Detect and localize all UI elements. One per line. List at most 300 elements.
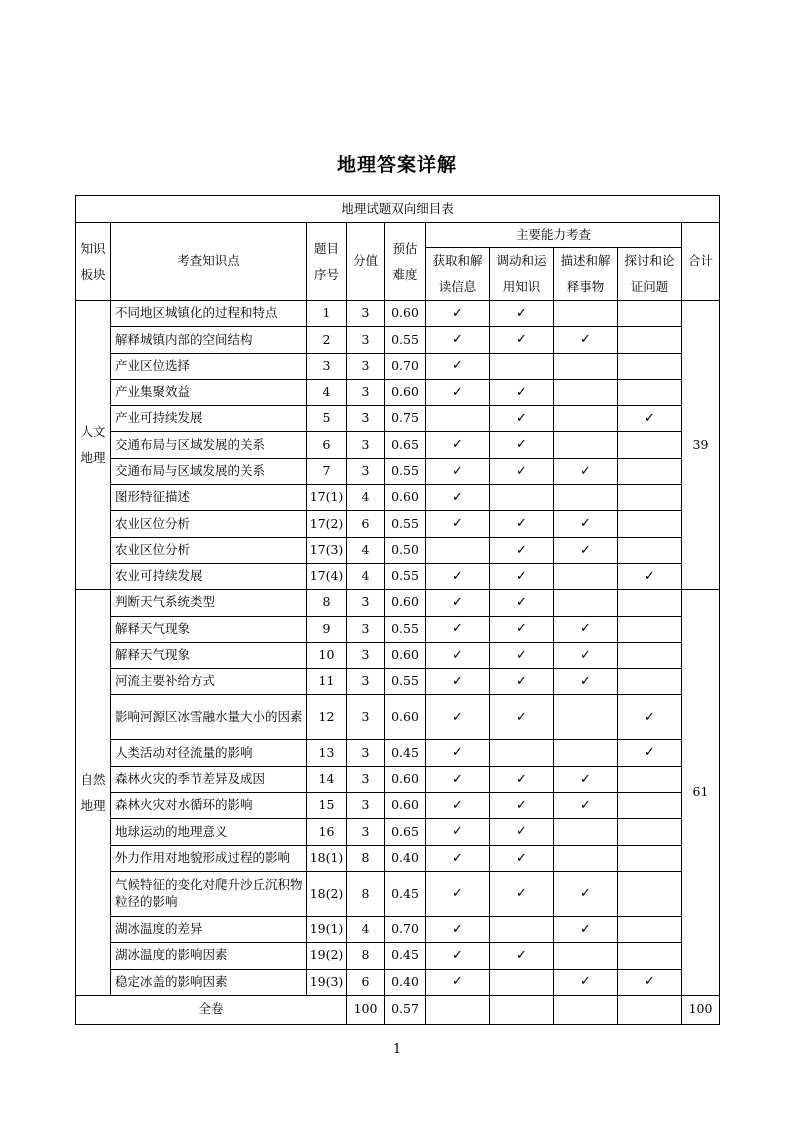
question-number: 5	[307, 406, 347, 432]
ability-1-cell	[426, 511, 490, 537]
knowledge-point: 产业集聚效益	[111, 379, 307, 405]
knowledge-point: 外力作用对地貌形成过程的影响	[111, 845, 307, 871]
ability-3-cell	[554, 379, 618, 405]
ability-4-cell	[618, 537, 682, 563]
table-row	[76, 695, 720, 740]
question-number: 13	[307, 740, 347, 766]
question-number: 18(2)	[307, 871, 347, 916]
question-number: 19(2)	[307, 943, 347, 969]
ability-1-cell	[426, 916, 490, 942]
check-icon: ✓	[516, 437, 527, 453]
score-value: 3	[347, 766, 385, 792]
total-ability-2-cell	[490, 995, 554, 1024]
ability-1-cell	[426, 642, 490, 668]
header-difficulty: 预估难度	[385, 223, 426, 301]
ability-3-cell	[554, 406, 618, 432]
score-value: 4	[347, 563, 385, 589]
check-icon: ✓	[644, 745, 655, 761]
score-value: 6	[347, 511, 385, 537]
ability-2-cell	[490, 669, 554, 695]
ability-1-cell	[426, 432, 490, 458]
question-number: 8	[307, 590, 347, 616]
check-icon: ✓	[644, 974, 655, 990]
check-icon: ✓	[452, 921, 463, 937]
difficulty-value: 0.45	[385, 740, 426, 766]
ability-2-cell	[490, 766, 554, 792]
difficulty-value: 0.60	[385, 793, 426, 819]
ability-1-cell	[426, 616, 490, 642]
ability-2-cell	[490, 916, 554, 942]
check-icon: ✓	[452, 595, 463, 611]
check-icon: ✓	[580, 797, 591, 813]
knowledge-point: 农业区位分析	[111, 511, 307, 537]
difficulty-value: 0.55	[385, 669, 426, 695]
ability-3-cell	[554, 943, 618, 969]
table-caption: 地理试题双向细目表	[76, 196, 720, 223]
ability-3-cell	[554, 819, 618, 845]
check-icon: ✓	[452, 621, 463, 637]
ability-4-cell	[618, 353, 682, 379]
header-ability-1: 获取和解读信息	[426, 248, 490, 301]
check-icon: ✓	[580, 771, 591, 787]
check-icon: ✓	[516, 674, 527, 690]
ability-4-cell	[618, 458, 682, 484]
ability-4-cell	[618, 485, 682, 511]
knowledge-point: 图形特征描述	[111, 485, 307, 511]
table-row	[76, 642, 720, 668]
ability-3-cell	[554, 916, 618, 942]
check-icon: ✓	[644, 709, 655, 725]
ability-1-cell	[426, 845, 490, 871]
check-icon: ✓	[516, 797, 527, 813]
table-row	[76, 616, 720, 642]
check-icon: ✓	[452, 358, 463, 374]
score-value: 3	[347, 353, 385, 379]
ability-2-cell	[490, 301, 554, 327]
table-row	[76, 537, 720, 563]
difficulty-value: 0.55	[385, 563, 426, 589]
ability-1-cell	[426, 379, 490, 405]
check-icon: ✓	[516, 595, 527, 611]
ability-2-cell	[490, 563, 554, 589]
total-score: 100	[347, 995, 385, 1024]
knowledge-point: 交通布局与区域发展的关系	[111, 432, 307, 458]
ability-2-cell	[490, 819, 554, 845]
difficulty-value: 0.60	[385, 379, 426, 405]
question-number: 17(1)	[307, 485, 347, 511]
check-icon: ✓	[644, 568, 655, 584]
ability-2-cell	[490, 511, 554, 537]
knowledge-point: 产业可持续发展	[111, 406, 307, 432]
ability-1-cell	[426, 819, 490, 845]
table-row	[76, 943, 720, 969]
ability-2-cell	[490, 642, 554, 668]
ability-2-cell	[490, 871, 554, 916]
check-icon: ✓	[452, 709, 463, 725]
score-value: 3	[347, 642, 385, 668]
header-knowledge: 考查知识点	[111, 223, 307, 301]
question-number: 17(3)	[307, 537, 347, 563]
check-icon: ✓	[452, 745, 463, 761]
score-value: 3	[347, 301, 385, 327]
difficulty-value: 0.60	[385, 695, 426, 740]
check-icon: ✓	[516, 384, 527, 400]
document-title: 地理答案详解	[336, 154, 457, 176]
score-value: 3	[347, 327, 385, 353]
score-value: 3	[347, 432, 385, 458]
knowledge-point: 气候特征的变化对爬升沙丘沉积物粒径的影响	[111, 871, 307, 916]
header-total: 合计	[682, 223, 720, 301]
ability-4-cell	[618, 301, 682, 327]
question-number: 12	[307, 695, 347, 740]
difficulty-value: 0.70	[385, 353, 426, 379]
ability-4-cell	[618, 511, 682, 537]
table-row	[76, 458, 720, 484]
total-ability-1-cell	[426, 995, 490, 1024]
check-icon: ✓	[580, 621, 591, 637]
ability-2-cell	[490, 590, 554, 616]
ability-4-cell	[618, 563, 682, 589]
table-row	[76, 563, 720, 589]
check-icon: ✓	[580, 516, 591, 532]
ability-1-cell	[426, 969, 490, 995]
table-row	[76, 353, 720, 379]
score-value: 3	[347, 616, 385, 642]
table-row	[76, 793, 720, 819]
difficulty-value: 0.60	[385, 590, 426, 616]
difficulty-value: 0.70	[385, 916, 426, 942]
check-icon: ✓	[580, 886, 591, 902]
ability-4-cell	[618, 432, 682, 458]
section-total: 39	[682, 301, 720, 590]
ability-3-cell	[554, 616, 618, 642]
ability-2-cell	[490, 353, 554, 379]
question-number: 7	[307, 458, 347, 484]
question-number: 1	[307, 301, 347, 327]
difficulty-value: 0.40	[385, 845, 426, 871]
score-value: 8	[347, 845, 385, 871]
ability-2-cell	[490, 537, 554, 563]
check-icon: ✓	[516, 824, 527, 840]
table-row	[76, 511, 720, 537]
knowledge-point: 农业可持续发展	[111, 563, 307, 589]
ability-3-cell	[554, 537, 618, 563]
score-value: 3	[347, 406, 385, 432]
difficulty-value: 0.55	[385, 511, 426, 537]
total-difficulty: 0.57	[385, 995, 426, 1024]
check-icon: ✓	[452, 647, 463, 663]
ability-1-cell	[426, 301, 490, 327]
check-icon: ✓	[580, 332, 591, 348]
check-icon: ✓	[452, 332, 463, 348]
table-row	[76, 327, 720, 353]
ability-4-cell	[618, 642, 682, 668]
ability-2-cell	[490, 845, 554, 871]
question-number: 17(2)	[307, 511, 347, 537]
ability-3-cell	[554, 353, 618, 379]
knowledge-point: 产业区位选择	[111, 353, 307, 379]
section-name: 人文地理	[76, 301, 111, 590]
ability-3-cell	[554, 669, 618, 695]
check-icon: ✓	[516, 771, 527, 787]
score-value: 6	[347, 969, 385, 995]
header-number: 题目序号	[307, 223, 347, 301]
score-value: 3	[347, 819, 385, 845]
ability-3-cell	[554, 432, 618, 458]
ability-1-cell	[426, 669, 490, 695]
knowledge-point: 人类活动对径流量的影响	[111, 740, 307, 766]
knowledge-point: 交通布局与区域发展的关系	[111, 458, 307, 484]
check-icon: ✓	[580, 463, 591, 479]
ability-1-cell	[426, 537, 490, 563]
difficulty-value: 0.45	[385, 871, 426, 916]
check-icon: ✓	[644, 411, 655, 427]
ability-2-cell	[490, 485, 554, 511]
ability-4-cell	[618, 327, 682, 353]
ability-2-cell	[490, 432, 554, 458]
check-icon: ✓	[452, 463, 463, 479]
ability-4-cell	[618, 969, 682, 995]
check-icon: ✓	[452, 948, 463, 964]
check-icon: ✓	[516, 948, 527, 964]
ability-2-cell	[490, 793, 554, 819]
question-number: 10	[307, 642, 347, 668]
check-icon: ✓	[452, 437, 463, 453]
table-row	[76, 485, 720, 511]
ability-2-cell	[490, 943, 554, 969]
table-row	[76, 406, 720, 432]
check-icon: ✓	[516, 850, 527, 866]
ability-1-cell	[426, 793, 490, 819]
check-icon: ✓	[516, 516, 527, 532]
ability-2-cell	[490, 969, 554, 995]
table-row	[76, 819, 720, 845]
check-icon: ✓	[452, 568, 463, 584]
specification-table	[75, 195, 720, 1025]
ability-3-cell	[554, 740, 618, 766]
difficulty-value: 0.60	[385, 642, 426, 668]
difficulty-value: 0.75	[385, 406, 426, 432]
check-icon: ✓	[516, 647, 527, 663]
ability-1-cell	[426, 563, 490, 589]
table-row	[76, 432, 720, 458]
grand-total: 100	[682, 995, 720, 1024]
difficulty-value: 0.55	[385, 327, 426, 353]
ability-1-cell	[426, 766, 490, 792]
score-value: 8	[347, 871, 385, 916]
check-icon: ✓	[580, 921, 591, 937]
header-board: 知识板块	[76, 223, 111, 301]
ability-3-cell	[554, 327, 618, 353]
table-row	[76, 379, 720, 405]
knowledge-point: 森林火灾的季节差异及成因	[111, 766, 307, 792]
table-row	[76, 871, 720, 916]
ability-1-cell	[426, 406, 490, 432]
knowledge-point: 解释城镇内部的空间结构	[111, 327, 307, 353]
knowledge-point: 判断天气系统类型	[111, 590, 307, 616]
difficulty-value: 0.55	[385, 616, 426, 642]
knowledge-point: 湖冰温度的差异	[111, 916, 307, 942]
ability-3-cell	[554, 485, 618, 511]
question-number: 19(3)	[307, 969, 347, 995]
score-value: 3	[347, 458, 385, 484]
total-ability-4-cell	[618, 995, 682, 1024]
ability-2-cell	[490, 327, 554, 353]
difficulty-value: 0.60	[385, 485, 426, 511]
check-icon: ✓	[516, 886, 527, 902]
ability-4-cell	[618, 766, 682, 792]
ability-1-cell	[426, 327, 490, 353]
ability-4-cell	[618, 695, 682, 740]
header-ability-4: 探讨和论证问题	[618, 248, 682, 301]
question-number: 6	[307, 432, 347, 458]
question-number: 3	[307, 353, 347, 379]
check-icon: ✓	[452, 384, 463, 400]
ability-1-cell	[426, 485, 490, 511]
check-icon: ✓	[580, 542, 591, 558]
ability-3-cell	[554, 845, 618, 871]
page-number: 1	[392, 1042, 402, 1057]
ability-3-cell	[554, 301, 618, 327]
score-value: 8	[347, 943, 385, 969]
question-number: 4	[307, 379, 347, 405]
question-number: 16	[307, 819, 347, 845]
ability-2-cell	[490, 379, 554, 405]
difficulty-value: 0.45	[385, 943, 426, 969]
header-score: 分值	[347, 223, 385, 301]
table-row	[76, 740, 720, 766]
ability-4-cell	[618, 871, 682, 916]
table-row	[76, 845, 720, 871]
check-icon: ✓	[516, 332, 527, 348]
score-value: 4	[347, 916, 385, 942]
difficulty-value: 0.50	[385, 537, 426, 563]
ability-1-cell	[426, 695, 490, 740]
ability-4-cell	[618, 379, 682, 405]
ability-1-cell	[426, 590, 490, 616]
question-number: 2	[307, 327, 347, 353]
ability-4-cell	[618, 943, 682, 969]
ability-2-cell	[490, 458, 554, 484]
difficulty-value: 0.65	[385, 819, 426, 845]
ability-3-cell	[554, 766, 618, 792]
ability-1-cell	[426, 740, 490, 766]
header-ability-group: 主要能力考查	[426, 223, 682, 248]
ability-1-cell	[426, 458, 490, 484]
ability-3-cell	[554, 695, 618, 740]
ability-1-cell	[426, 943, 490, 969]
ability-2-cell	[490, 740, 554, 766]
ability-3-cell	[554, 511, 618, 537]
ability-3-cell	[554, 563, 618, 589]
check-icon: ✓	[452, 489, 463, 505]
score-value: 3	[347, 669, 385, 695]
ability-4-cell	[618, 616, 682, 642]
ability-4-cell	[618, 740, 682, 766]
question-number: 15	[307, 793, 347, 819]
score-value: 4	[347, 485, 385, 511]
section-total: 61	[682, 590, 720, 996]
table-row	[76, 669, 720, 695]
ability-4-cell	[618, 819, 682, 845]
question-number: 19(1)	[307, 916, 347, 942]
knowledge-point: 地球运动的地理意义	[111, 819, 307, 845]
check-icon: ✓	[452, 824, 463, 840]
table-row	[76, 590, 720, 616]
ability-3-cell	[554, 642, 618, 668]
knowledge-point: 解释天气现象	[111, 616, 307, 642]
total-ability-3-cell	[554, 995, 618, 1024]
ability-3-cell	[554, 793, 618, 819]
check-icon: ✓	[452, 850, 463, 866]
ability-2-cell	[490, 695, 554, 740]
knowledge-point: 河流主要补给方式	[111, 669, 307, 695]
check-icon: ✓	[580, 647, 591, 663]
difficulty-value: 0.40	[385, 969, 426, 995]
check-icon: ✓	[452, 974, 463, 990]
section-name: 自然地理	[76, 590, 111, 996]
check-icon: ✓	[516, 621, 527, 637]
question-number: 14	[307, 766, 347, 792]
ability-2-cell	[490, 616, 554, 642]
header-ability-2: 调动和运用知识	[490, 248, 554, 301]
score-value: 3	[347, 740, 385, 766]
check-icon: ✓	[580, 974, 591, 990]
check-icon: ✓	[516, 709, 527, 725]
question-number: 11	[307, 669, 347, 695]
score-value: 4	[347, 537, 385, 563]
check-icon: ✓	[516, 568, 527, 584]
ability-2-cell	[490, 406, 554, 432]
table-row	[76, 766, 720, 792]
knowledge-point: 农业区位分析	[111, 537, 307, 563]
check-icon: ✓	[452, 516, 463, 532]
score-value: 3	[347, 793, 385, 819]
check-icon: ✓	[452, 674, 463, 690]
check-icon: ✓	[452, 886, 463, 902]
table-row	[76, 301, 720, 327]
ability-4-cell	[618, 590, 682, 616]
check-icon: ✓	[516, 463, 527, 479]
ability-4-cell	[618, 793, 682, 819]
difficulty-value: 0.60	[385, 766, 426, 792]
score-value: 3	[347, 590, 385, 616]
total-row	[76, 995, 720, 1024]
ability-4-cell	[618, 406, 682, 432]
check-icon: ✓	[516, 542, 527, 558]
knowledge-point: 稳定冰盖的影响因素	[111, 969, 307, 995]
ability-3-cell	[554, 969, 618, 995]
table-row	[76, 916, 720, 942]
knowledge-point: 解释天气现象	[111, 642, 307, 668]
knowledge-point: 森林火灾对水循环的影响	[111, 793, 307, 819]
question-number: 18(1)	[307, 845, 347, 871]
score-value: 3	[347, 379, 385, 405]
check-icon: ✓	[452, 797, 463, 813]
check-icon: ✓	[580, 674, 591, 690]
check-icon: ✓	[516, 411, 527, 427]
knowledge-point: 湖冰温度的影响因素	[111, 943, 307, 969]
ability-4-cell	[618, 845, 682, 871]
difficulty-value: 0.60	[385, 301, 426, 327]
ability-4-cell	[618, 669, 682, 695]
total-label: 全卷	[76, 995, 347, 1024]
ability-1-cell	[426, 871, 490, 916]
knowledge-point: 不同地区城镇化的过程和特点	[111, 301, 307, 327]
knowledge-point: 影响河源区冰雪融水量大小的因素	[111, 695, 307, 740]
ability-1-cell	[426, 353, 490, 379]
difficulty-value: 0.55	[385, 458, 426, 484]
